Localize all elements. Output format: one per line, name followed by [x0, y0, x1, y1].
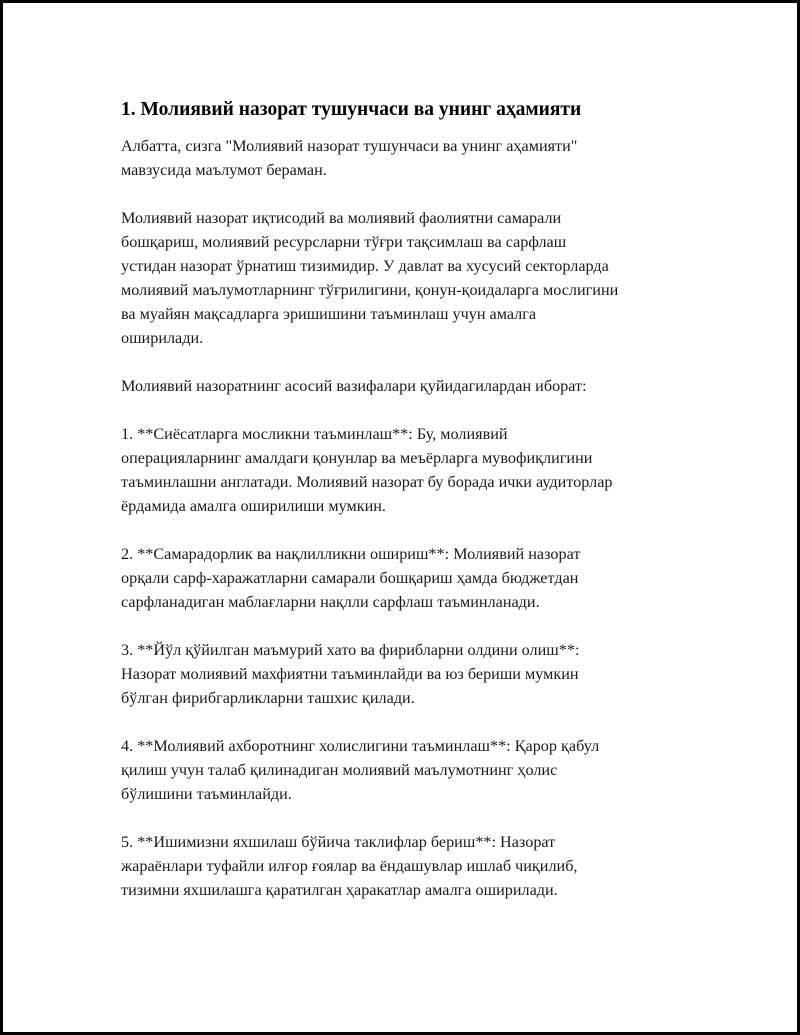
list-item-2: 2. **Самарадорлик ва нақлилликни ошириш**: Молиявий назорат орқали сарф-харажатларни самарали бошқариш ҳамда бюджетдан сарфланадиган маблағларни нақлли сарфлаш таъминланади. — [121, 545, 581, 611]
tasks-intro-paragraph: Молиявий назоратнинг асосий вазифалари қуйидагилардан иборат: — [121, 377, 587, 395]
document-body — [121, 95, 701, 926]
list-item-5: 5. **Ишимизни яхшилаш бўйича таклифлар бериш**: Назорат жараёнлари туфайли илғор ғоялар ва ёндашувлар ишлаб чиқилиб, тизимни яхшилашга қаратилган ҳаракатлар амалга оширилади. — [121, 833, 578, 899]
list-item-4: 4. **Молиявий ахборотнинг холислигини таъминлаш**: Қарор қабул қилиш учун талаб қилинадиган молиявий маълумотнинг ҳолис бўлишини таъминлайди. — [121, 737, 600, 803]
definition-paragraph: Молиявий назорат иқтисодий ва молиявий фаолиятни самарали бошқариш, молиявий ресурсларни тўғри тақсимлаш ва сарфлаш устидан назорат ўрнатиш тизимидир. У давлат ва хусусий секторларда молиявий маълумотларнинг тўғрилигини, қонун-қоидаларга мослигини ва муайян мақсадларга эришишини таъминлаш учун амалга оширилади. — [121, 209, 619, 347]
document-title: 1. Молиявий назорат тушунчаси ва унинг аҳамияти — [121, 99, 582, 120]
list-item-3: 3. **Йўл қўйилган маъмурий хато ва фирибларни олдини олиш**: Назорат молиявий махфиятни таъминлайди ва юз бериши мумкин бўлган фирибгарликларни ташхис қилади. — [121, 641, 580, 707]
list-item-1: 1. **Сиёсатларга мосликни таъминлаш**: Бу, молиявий операцияларнинг амалдаги қонунлар ва меъёрларга мувофиқлигини таъминлашни англатади. Молиявий назорат бу борада ички аудиторлар ёрдамида амалга оширилиши мумкин. — [121, 425, 613, 515]
intro-paragraph: Албатта, сизга "Молиявий назорат тушунчаси ва унинг аҳамияти" мавзусида маълумот бераман. — [121, 137, 578, 179]
